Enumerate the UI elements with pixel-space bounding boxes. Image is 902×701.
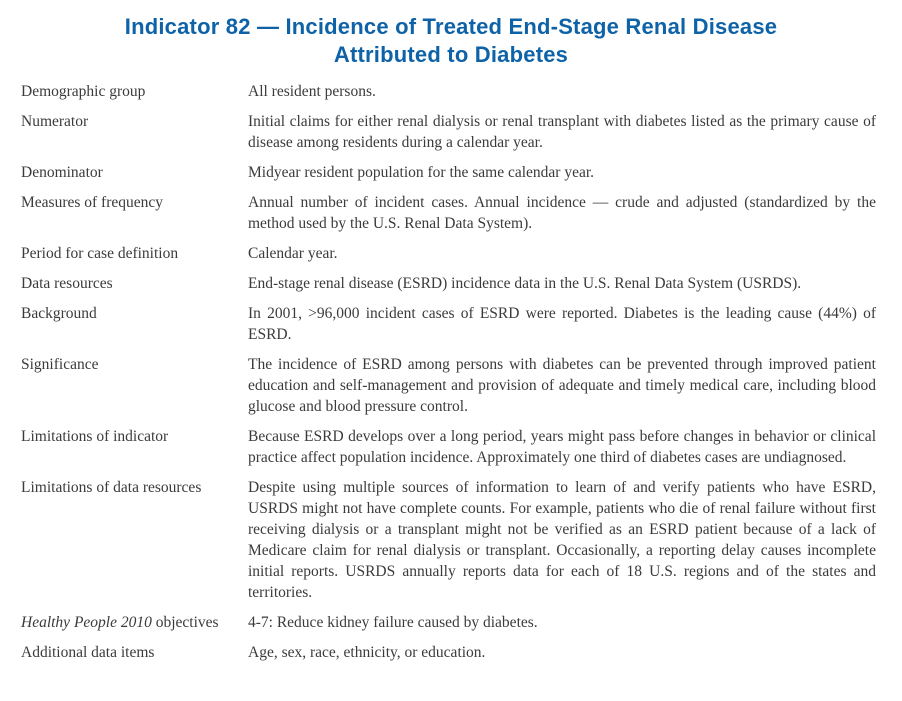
row-content: 4-7: Reduce kidney failure caused by diabetes.: [248, 614, 538, 631]
row-label-text: Additional data items: [21, 644, 155, 661]
row-content: Initial claims for either renal dialysis or renal transplant with diabetes listed as the primary cause of disease among residents during a calendar year.: [248, 113, 876, 151]
definition-row: [21, 612, 876, 633]
row-content: Calendar year.: [248, 245, 338, 262]
title-line-2: Attributed to Diabetes: [333, 42, 569, 67]
row-content: Midyear resident population for the same calendar year.: [248, 164, 595, 181]
row-label-text: objectives: [151, 614, 219, 631]
page-title: [10, 13, 892, 69]
row-content: Despite using multiple sources of information to learn of and verify patients who have ESRD, USRDS might not have complete counts. For example, patients who die of renal failure without first receiving dialysis or a transplant might not be verified as an ESRD patient because of a lack of Medicare claim for renal dialysis or transplant. Occasionally, a reporting delay causes incomplete initial reports. USRDS annually reports data for each of 18 U.S. regions and of the states and territories.: [248, 479, 876, 601]
definition-row: [21, 81, 876, 102]
row-content: The incidence of ESRD among persons with diabetes can be prevented through improved patient education and self-management and provision of adequate and timely medical care, including blood glucose and blood pressure control.: [248, 356, 876, 415]
row-label-text: Denominator: [21, 164, 103, 181]
definition-row: [21, 273, 876, 294]
row-label-text: Numerator: [21, 113, 89, 130]
definition-row: [21, 303, 876, 345]
row-label: [21, 354, 248, 417]
row-label: [21, 642, 248, 663]
definition-row: [21, 111, 876, 153]
row-label: [21, 162, 248, 183]
row-label: [21, 192, 248, 234]
row-label-italic: Healthy People 2010: [21, 614, 152, 631]
definition-list: [21, 81, 876, 663]
row-label-text: Data resources: [21, 275, 113, 292]
row-label: [21, 612, 248, 633]
row-label: [21, 477, 248, 603]
title-line-1: Indicator 82 — Incidence of Treated End-Stage Renal Disease: [124, 14, 778, 39]
row-label: [21, 81, 248, 102]
row-content: End-stage renal disease (ESRD) incidence data in the U.S. Renal Data System (USRDS).: [248, 275, 802, 292]
definition-row: [21, 642, 876, 663]
row-label: [21, 426, 248, 468]
row-label: [21, 273, 248, 294]
row-content: Age, sex, race, ethnicity, or education.: [248, 644, 486, 661]
row-label: [21, 243, 248, 264]
row-content: Annual number of incident cases. Annual incidence — crude and adjusted (standardized by the method used by the U.S. Renal Data System).: [248, 194, 876, 232]
definition-row: [21, 477, 876, 603]
definition-row: [21, 354, 876, 417]
row-label: [21, 303, 248, 345]
row-label-text: Demographic group: [21, 83, 146, 100]
definition-row: [21, 192, 876, 234]
row-label-text: Limitations of indicator: [21, 428, 169, 445]
definition-row: [21, 162, 876, 183]
definition-row: [21, 426, 876, 468]
row-label-text: Significance: [21, 356, 99, 373]
row-content: Because ESRD develops over a long period, years might pass before changes in behavior or clinical practice affect population incidence. Approximately one third of diabetes cases are undiagnosed.: [248, 428, 876, 466]
row-label-text: Measures of frequency: [21, 194, 164, 211]
definition-row: [21, 243, 876, 264]
row-label: [21, 111, 248, 153]
row-label-text: Limitations of data resources: [21, 479, 202, 496]
row-content: In 2001, >96,000 incident cases of ESRD were reported. Diabetes is the leading cause (44%) of ESRD.: [248, 305, 876, 343]
row-content: All resident persons.: [248, 83, 376, 100]
row-label-text: Period for case definition: [21, 245, 179, 262]
row-label-text: Background: [21, 305, 97, 322]
